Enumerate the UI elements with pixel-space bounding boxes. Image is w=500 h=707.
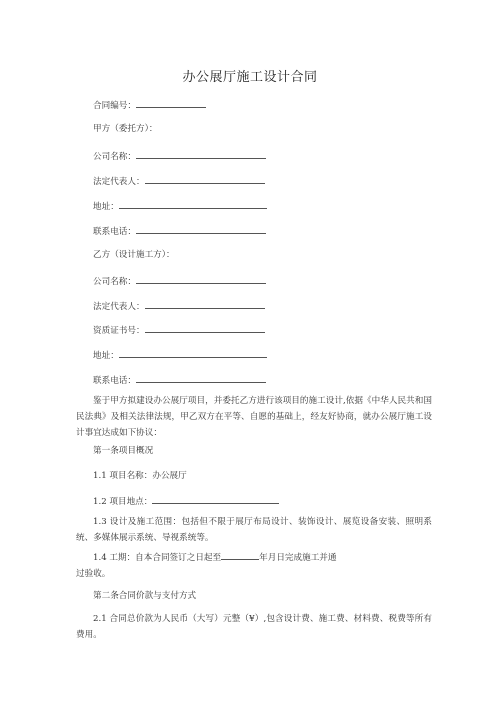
article2-item1: 2.1 合同总价款为人民币（大写）元整（¥）,包含设计费、施工费、材料费、税费等所有费用。: [76, 614, 432, 640]
party-b-phone-label: 联系电话：: [93, 376, 136, 386]
party-b-address-label: 地址：: [93, 351, 119, 361]
party-b-phone-blank: [136, 374, 266, 383]
contract-no-label: 合同编号：: [93, 101, 136, 111]
party-a-rep-blank: [145, 175, 265, 184]
party-b-address-blank: [119, 349, 267, 358]
article1-heading: 第一条项目概况: [93, 446, 154, 456]
article1-item1: 1.1 项目名称：办公展厅: [93, 471, 187, 481]
article1-item4: [76, 550, 432, 582]
article1-item4-part-b: 年月日完成施工并通: [259, 553, 337, 563]
article1-item4-part-c: 过验收。: [76, 569, 111, 579]
party-a-heading: 甲方（委托方）：: [93, 124, 158, 134]
contract-no-line: [93, 99, 206, 112]
party-a-phone-label: 联系电话：: [93, 227, 136, 237]
party-a-phone-line: [93, 225, 266, 238]
contract-no-blank: [136, 99, 206, 108]
party-a-address-label: 地址：: [93, 202, 119, 212]
party-b-company-label: 公司名称：: [93, 277, 136, 287]
party-b-cert-label: 资质证书号：: [93, 326, 145, 336]
party-a-address-line: [93, 200, 267, 213]
party-b-rep-label: 法定代表人：: [93, 302, 145, 312]
party-b-rep-line: [93, 300, 265, 313]
party-a-rep-line: [93, 175, 265, 188]
party-a-rep-label: 法定代表人：: [93, 177, 145, 187]
page-title: 办公展厅施工设计合同: [182, 70, 318, 85]
party-b-company-blank: [136, 275, 266, 284]
party-b-heading: 乙方（设计施工方）：: [93, 250, 175, 260]
party-b-company-line: [93, 275, 266, 288]
article1-item2-label: 1.2 项目地点：: [93, 497, 153, 507]
article1-item3: 1.3 设计及施工范围：包括但不限于展厅布局设计、装饰设计、展览设备安装、照明系统、多媒体展示系统、导视系统等。: [76, 517, 432, 543]
party-b-cert-blank: [145, 324, 265, 333]
party-a-company-label: 公司名称：: [93, 152, 136, 162]
preamble-paragraph: 鉴于甲方拟建设办公展厅项目，并委托乙方进行该项目的施工设计,依据《中华人民共和国民法典》及相关法律法规，甲乙双方在平等、自愿的基础上，经友好协商，就办公展厅施工设计事宜达成如下协议：: [76, 396, 432, 438]
party-a-company-line: [93, 150, 266, 163]
party-b-cert-line: [93, 324, 265, 337]
party-b-phone-line: [93, 374, 266, 387]
party-b-address-line: [93, 349, 267, 362]
deadline-blank: [221, 551, 259, 560]
party-b-rep-blank: [145, 300, 265, 309]
party-a-company-blank: [136, 150, 266, 159]
party-a-address-blank: [119, 200, 267, 209]
article1-item4-part-a: 1.4 工期：自本合同签订之日起至: [93, 553, 222, 563]
article2-heading: 第二条合同价款与支付方式: [93, 591, 197, 601]
article1-item2-line: [93, 495, 279, 508]
project-location-blank: [152, 495, 279, 504]
party-a-phone-blank: [136, 225, 266, 234]
